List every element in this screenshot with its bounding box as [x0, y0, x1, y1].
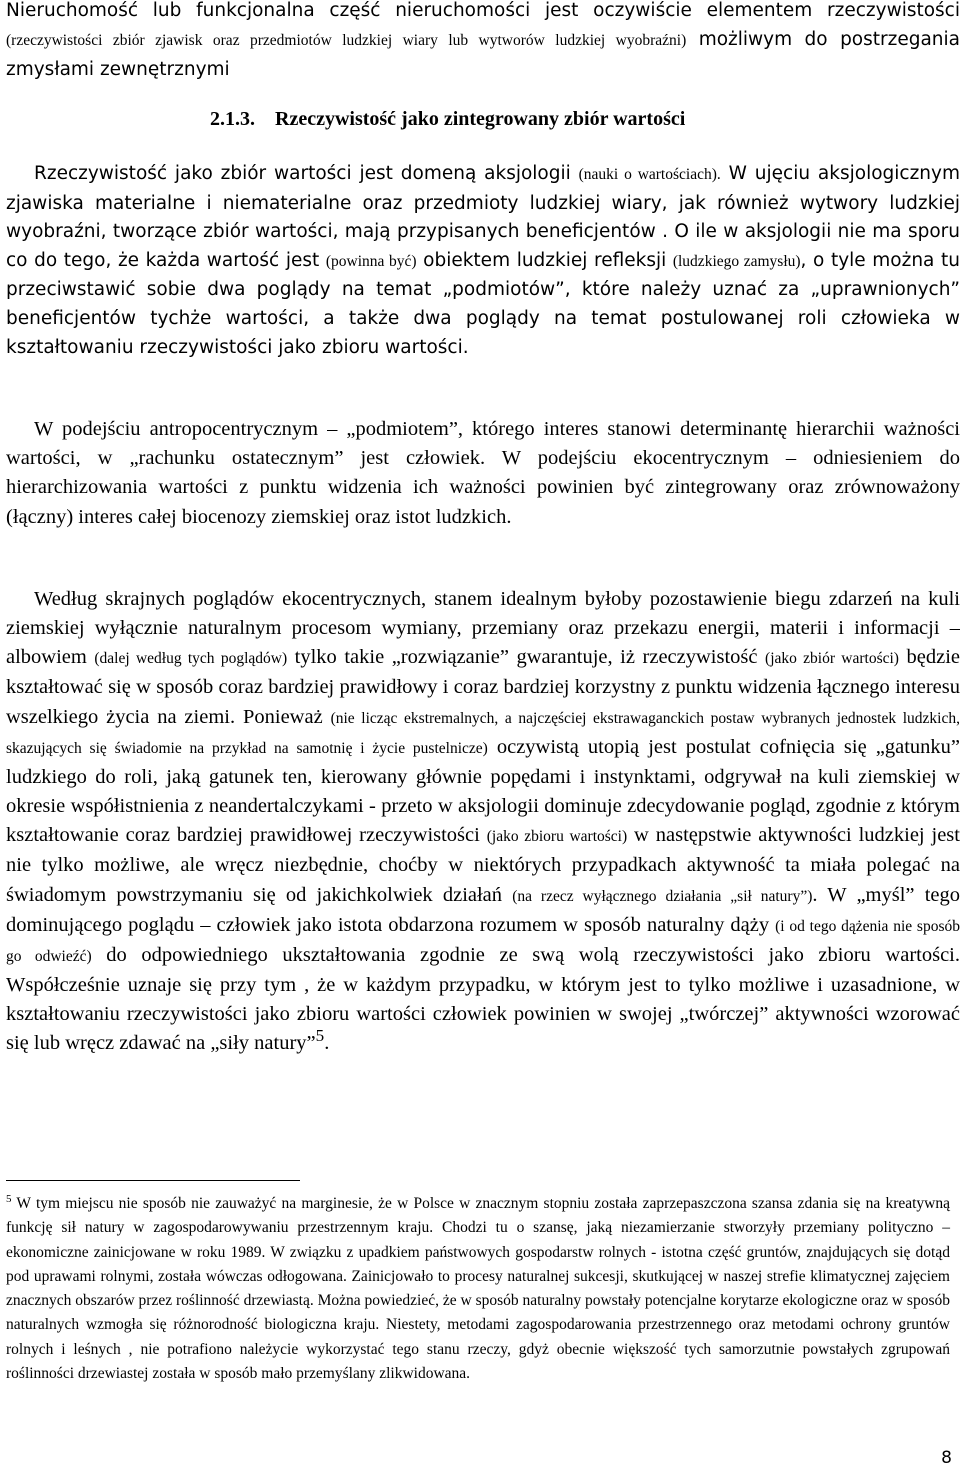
footnote-mark: 5: [6, 1192, 12, 1205]
text-run: w następstwie aktywności ludzkiej jest nie tylko możliwe, ale wręcz niezbędnie, choćby w niektórych przypadkach aktywność ta miała polegać na świadomym powstrzymaniu się od jakichkolwiek działań: [6, 824, 960, 906]
paragraph-ecocentric: [6, 585, 960, 1059]
text-run: możliwym do postrzegania zmysłami zewnętrznymi: [6, 29, 960, 81]
footnote-separator: [6, 1180, 300, 1181]
paragraph-real-estate: [6, 0, 960, 85]
text-run: .: [324, 1032, 330, 1055]
paragraph-axiology: [6, 160, 960, 362]
text-run: W ujęciu aksjologicznym zjawiska materialne i niematerialne oraz przedmioty ludzkiej wiary, jak również wytwory ludzkiej wyobraźni, tworzące zbiór wartości, mają przypisanych beneficjentów .: [6, 163, 960, 243]
parenthetical-note: (jako zbiór wartości): [765, 650, 899, 668]
paragraph-anthropocentric: [6, 415, 960, 532]
parenthetical-note: (rzeczywistości zbiór zjawisk oraz przedmiotów ludzkiej wiary lub wytworów ludzkiej wyobraźni): [6, 32, 687, 50]
section-title: Rzeczywistość jako zintegrowany zbiór wartości: [275, 108, 686, 130]
parenthetical-note: (na rzecz wyłącznego działania „sił natury”): [512, 887, 813, 905]
text-run: Ponieważ: [242, 705, 331, 728]
text-run: , o tyle można tu przeciwstawić sobie dwa poglądy na temat „podmiotów”, które należy uznać za „uprawnionych” beneficjentów tychże wartości, a także dwa poglądy na temat postulowanej roli człowieka w kształtowaniu rzeczywistości jako zbioru wartości.: [6, 249, 960, 358]
text-run: obiektem ludzkiej refleksji: [416, 249, 673, 271]
parenthetical-note: (nie licząc ekstremalnych, a najczęściej ekstrawaganckich postaw wybranych jednostek ludzkich, skazujących się świadomie na przykład na samotnię i życie pustelnicze): [6, 709, 960, 757]
text-run: będzie kształtować się w sposób coraz bardziej prawidłowy i coraz bardziej korzystny z punktu widzenia łącznego interesu wszelkiego życia na ziemi.: [6, 646, 960, 728]
parenthetical-note: (nauki o wartościach).: [578, 166, 721, 183]
parenthetical-note: (ludzkiego zamysłu): [672, 252, 801, 270]
text-run: tylko takie „rozwiązanie” gwarantuje, iż rzeczywistość: [287, 646, 766, 669]
section-number: 2.1.3.: [210, 108, 255, 130]
text-run: oczywistą utopią jest postulat cofnięcia się „gatunku” ludzkiego do roli, jaką gatunek ten, kierowany głównie popędami i instynktami, odgrywał na kuli ziemskiej w okresie współistnienia z neandertalczykami - przeto w aksjologii dominuje zdecydowanie pogląd, zgodnie z którym kształtowanie coraz bardziej prawidłowej rzeczywistości: [6, 735, 960, 847]
text-run: . W „myśl” tego dominującego poglądu – człowiek jako istota obdarzona rozumem w sposób naturalny dąży: [6, 883, 960, 936]
text-run: W podejściu antropocentrycznym – „podmiotem”, którego interes stanowi determinantę hierarchii ważności wartości, w „rachunku ostatecznym” jest człowiek. W podejściu ekocentrycznym – odniesieniem do hierarchizowania wartości z punktu widzenia ich ważności powinien być zintegrowany oraz zrównoważony (łączny) interes całej biocenozy ziemskiej oraz istot ludzkich.: [6, 418, 960, 528]
text-run: Według skrajnych poglądów ekocentrycznych, stanem idealnym byłoby pozostawienie biegu zdarzeń na kuli ziemskiej wyłącznie naturalnym procesom wymiany, przemiany oraz przekazu energii, materii i informacji – albowiem: [6, 588, 960, 669]
text-run: O ile w aksjologii nie ma sporu co do tego, że każda wartość jest: [6, 221, 960, 271]
footnote-text: W tym miejscu nie sposób nie zauważyć na marginesie, że w Polsce w znacznym stopniu została zaprzepaszczona szansa zdania się na kreatywną funkcję sił natury w zagospodarowywaniu przestrzennym kraju. Chodzi tu o szansę, jaką niezamierzanie stworzyły przemiany polityczno – ekonomiczne zainicjowane w roku 1989. W związku z upadkiem państwowych gospodarstw rolnych - istotna część gruntów, znajdujących się dotąd pod uprawami rolnymi, została wówczas odłogowana. Zainicjowało to procesy naturalnej sukcesji, skutkującej w naszej strefie klimatycznej zajęciem znacznych obszarów przez roślinność drzewiastą. Można powiedzieć, że w sposób naturalny powstały potencjalne korytarze ekologiczne oraz w sposób naturalnych wzmogła się różnorodność biologiczna kraju. Niestety, metodami zagospodarowania przestrzennego oraz metodami ochrony gruntów rolnych i leśnych , nie potrafiono należycie wykorzystać tego stanu rzeczy, gdyż obecnie większość tych samorzutnie powstałych zgrupowań roślinności drzewiastej została w sposób mało przemyślany zlikwidowana.: [6, 1195, 950, 1383]
parenthetical-note: (i od tego dążenia nie sposób go odwieźć): [6, 917, 960, 965]
parenthetical-note: (dalej według tych poglądów): [94, 650, 288, 668]
page-number: 8: [941, 1448, 952, 1468]
parenthetical-note: (jako zbioru wartości): [486, 828, 628, 846]
footnote-reference[interactable]: 5: [315, 1026, 325, 1046]
parenthetical-note: (powinna być): [325, 252, 417, 270]
text-run: do odpowiedniego ukształtowania zgodnie ze swą wolą rzeczywistości jako zbioru wartości. Współcześnie uznaje się przy tym , że w każdym przypadku, w którym jest to tylko możliwe i uzasadnione, w kształtowaniu rzeczywistości jako zbioru wartości człowiek powinien w swojej „twórczej” aktywności wzorować się lub wręcz zdawać na „siły natury”: [6, 943, 960, 1055]
text-run: Rzeczywistość jako zbiór wartości jest domeną aksjologii: [34, 163, 579, 184]
footnote: [6, 1192, 950, 1386]
section-heading: [210, 108, 685, 131]
text-run: Nieruchomość lub funkcjonalna część nieruchomości jest oczywiście elementem rzeczywistości: [6, 0, 960, 21]
